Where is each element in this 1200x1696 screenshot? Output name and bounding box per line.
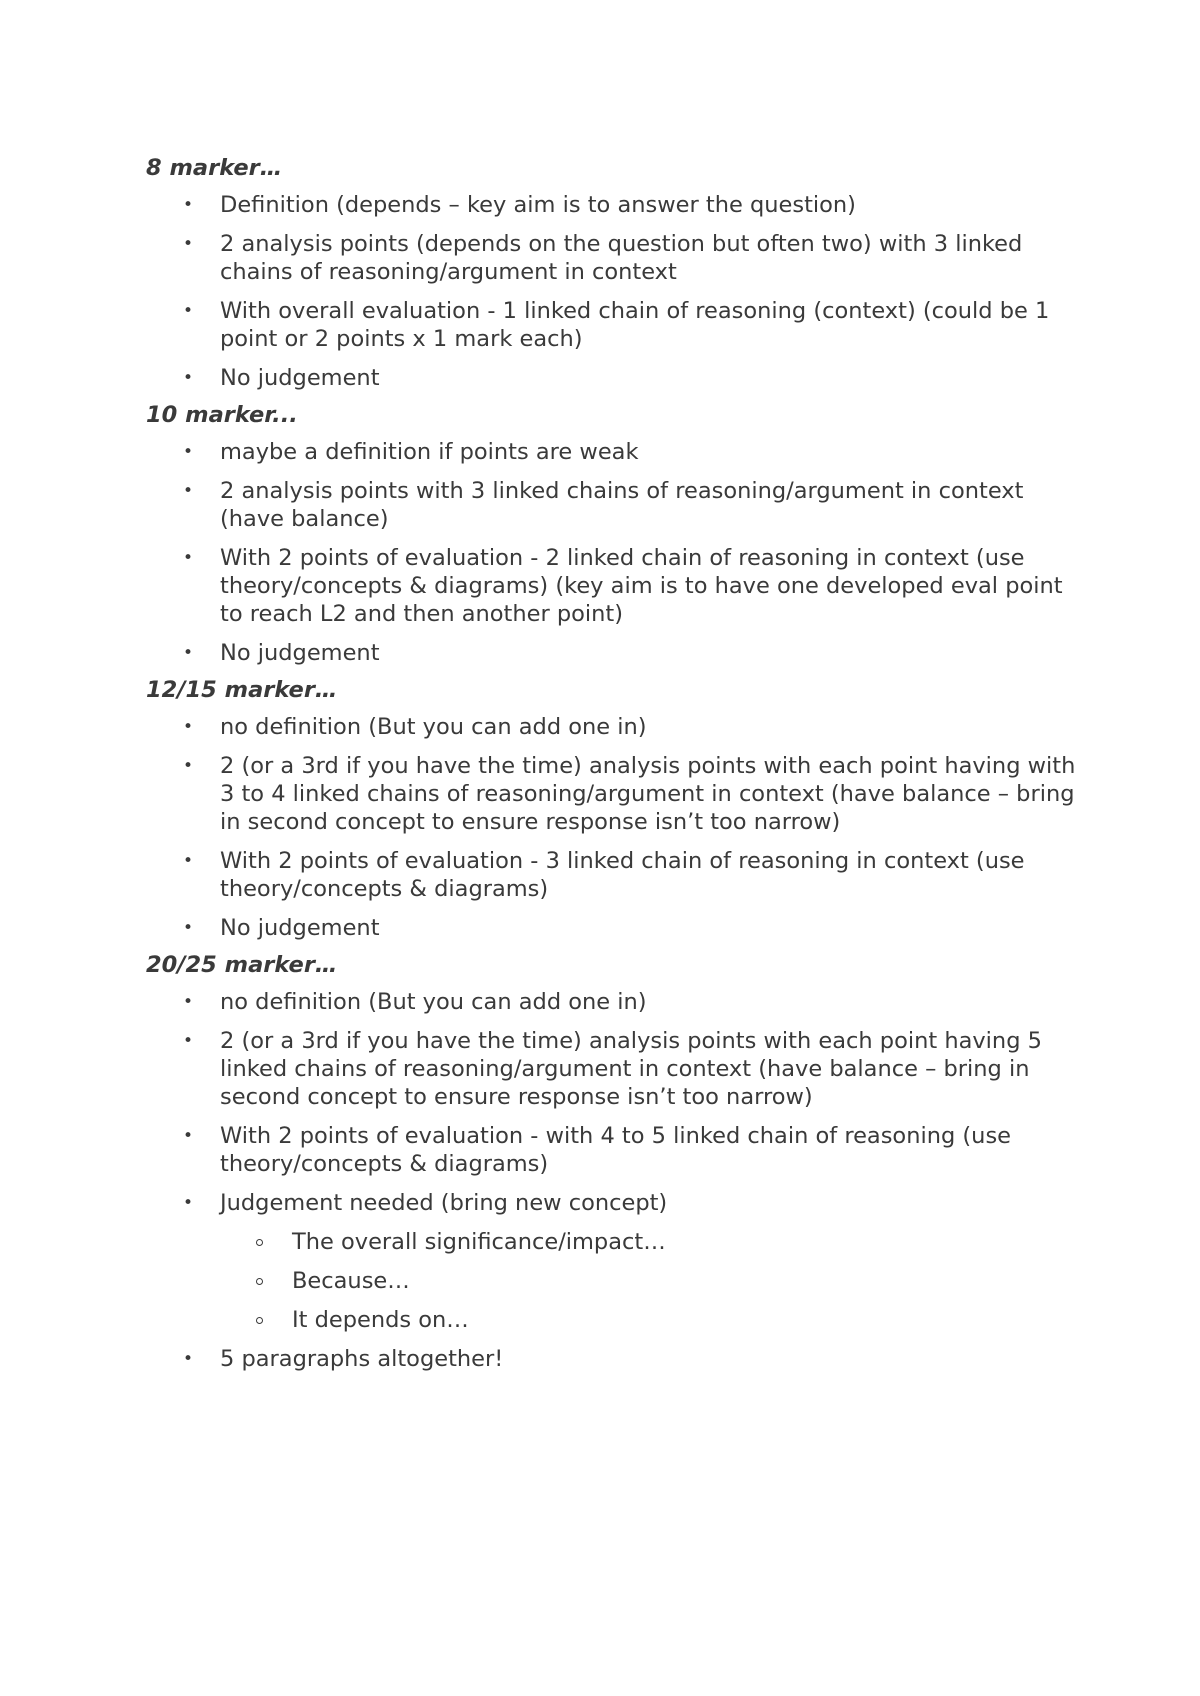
section-20-25-marker bbox=[146, 951, 1080, 1373]
sub-list-item bbox=[220, 1306, 1080, 1334]
list-item-text: no definition (But you can add one in) bbox=[220, 989, 647, 1015]
bullet-icon: • bbox=[183, 234, 194, 254]
section-heading: 12/15 marker… bbox=[146, 677, 338, 703]
bullet-icon: • bbox=[183, 368, 194, 388]
list-item-text: 2 (or a 3rd if you have the time) analysis points with each point having 5 linked chains of reasoning/argument in context (have balance – bring in second concept to ensure response isn’t too narrow) bbox=[220, 1028, 1042, 1110]
bullet-icon: • bbox=[183, 992, 194, 1012]
list-item bbox=[146, 639, 1080, 667]
sub-bullet-list bbox=[220, 1228, 1080, 1334]
list-item-text: With overall evaluation - 1 linked chain of reasoning (context) (could be 1 point or 2 points x 1 mark each) bbox=[220, 298, 1050, 352]
list-item-text: With 2 points of evaluation - with 4 to 5 linked chain of reasoning (use theory/concepts & diagrams) bbox=[220, 1123, 1012, 1177]
sub-list-item bbox=[220, 1267, 1080, 1295]
bullet-icon: • bbox=[183, 717, 194, 737]
section-heading: 20/25 marker… bbox=[146, 952, 338, 978]
list-item-text: Judgement needed (bring new concept) bbox=[220, 1190, 668, 1216]
list-item-text: Definition (depends – key aim is to answer the question) bbox=[220, 192, 856, 218]
bullet-icon: • bbox=[183, 442, 194, 462]
list-item bbox=[146, 477, 1080, 533]
bullet-icon: • bbox=[183, 1349, 194, 1369]
list-item bbox=[146, 752, 1080, 836]
bullet-list bbox=[146, 988, 1080, 1373]
bullet-icon: • bbox=[183, 548, 194, 568]
list-item-text: no definition (But you can add one in) bbox=[220, 714, 647, 740]
list-item bbox=[146, 191, 1080, 219]
sub-list-item bbox=[220, 1228, 1080, 1256]
bullet-icon: • bbox=[183, 195, 194, 215]
list-item bbox=[146, 364, 1080, 392]
list-item-text: No judgement bbox=[220, 915, 380, 941]
list-item-text: 2 analysis points (depends on the question but often two) with 3 linked chains of reasoning/argument in context bbox=[220, 231, 1023, 285]
list-item bbox=[146, 988, 1080, 1016]
list-item bbox=[146, 914, 1080, 942]
list-item-text: No judgement bbox=[220, 365, 380, 391]
list-item bbox=[146, 847, 1080, 903]
list-item bbox=[146, 544, 1080, 628]
bullet-list bbox=[146, 191, 1080, 392]
circle-bullet-icon bbox=[256, 1239, 263, 1246]
list-item-text: maybe a definition if points are weak bbox=[220, 439, 639, 465]
bullet-icon: • bbox=[183, 481, 194, 501]
list-item-text: 2 (or a 3rd if you have the time) analysis points with each point having with 3 to 4 linked chains of reasoning/argument in context (have balance – bring in second concept to ensure response isn’t too narrow) bbox=[220, 753, 1076, 835]
list-item bbox=[146, 1027, 1080, 1111]
list-item-text: With 2 points of evaluation - 3 linked chain of reasoning in context (use theory/concepts & diagrams) bbox=[220, 848, 1025, 902]
list-item bbox=[146, 1189, 1080, 1334]
list-item-text: With 2 points of evaluation - 2 linked chain of reasoning in context (use theory/concepts & diagrams) (key aim is to have one developed eval point to reach L2 and then another point) bbox=[220, 545, 1063, 627]
bullet-icon: • bbox=[183, 1031, 194, 1051]
section-10-marker bbox=[146, 401, 1080, 667]
circle-bullet-icon bbox=[256, 1317, 263, 1324]
bullet-icon: • bbox=[183, 756, 194, 776]
section-heading: 8 marker… bbox=[146, 155, 283, 181]
list-item-text: 5 paragraphs altogether! bbox=[220, 1346, 504, 1372]
list-item bbox=[146, 297, 1080, 353]
list-item-text: 2 analysis points with 3 linked chains of reasoning/argument in context (have balance) bbox=[220, 478, 1024, 532]
bullet-icon: • bbox=[183, 1126, 194, 1146]
sub-list-item-text: The overall significance/impact… bbox=[292, 1229, 666, 1255]
bullet-list bbox=[146, 438, 1080, 667]
list-item bbox=[146, 1122, 1080, 1178]
bullet-icon: • bbox=[183, 1193, 194, 1213]
sub-list-item-text: Because… bbox=[292, 1268, 410, 1294]
section-heading: 10 marker... bbox=[146, 402, 298, 428]
bullet-icon: • bbox=[183, 301, 194, 321]
section-8-marker bbox=[146, 154, 1080, 392]
bullet-icon: • bbox=[183, 643, 194, 663]
list-item-text: No judgement bbox=[220, 640, 380, 666]
bullet-list bbox=[146, 713, 1080, 942]
list-item bbox=[146, 713, 1080, 741]
bullet-icon: • bbox=[183, 918, 194, 938]
sub-list-item-text: It depends on… bbox=[292, 1307, 469, 1333]
list-item bbox=[146, 230, 1080, 286]
list-item bbox=[146, 1345, 1080, 1373]
list-item bbox=[146, 438, 1080, 466]
circle-bullet-icon bbox=[256, 1278, 263, 1285]
section-12-15-marker bbox=[146, 676, 1080, 942]
bullet-icon: • bbox=[183, 851, 194, 871]
